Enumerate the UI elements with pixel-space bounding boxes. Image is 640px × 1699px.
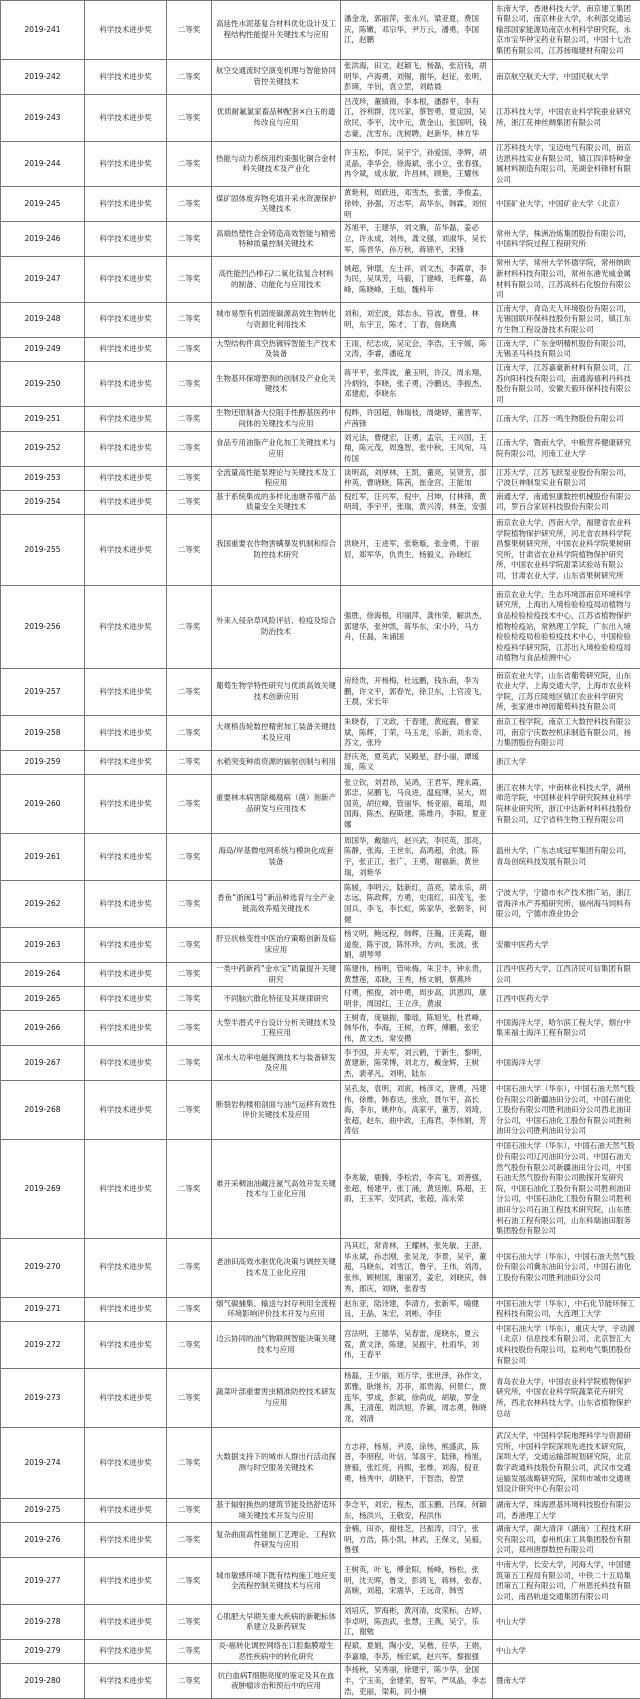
table-row [1,222,640,257]
main-contributors: 陈建伟，杨明，管咏梅，朱卫丰，钟永贵，黄慧莲，邓晓，王秀，杨文娟，蔡燕珍 [341,963,493,987]
table-row [1,834,640,881]
project-title: 香鱼“浙闽1号”新品种选育与全产业链高效养殖关键技术 [212,881,341,928]
table-row [1,987,640,1011]
award-category: 科学技术进步奖 [85,1605,167,1640]
completing-organizations: 武汉大学，中国科学院地理科学与资源研究所，中国科学院深圳先进技术研究院，深圳大学，交通运输部规划研究院，北京数字政通科技股份有限公司，武汉市交通运输发展战略研究院，深圳市城市交通规划设计研究中心有限公司 [493,1427,640,1498]
project-title: 食品专用油脂产业化加工关键技术与应用 [212,431,341,466]
project-title: 大数据支持下的城市人群出行活动探测与时空服务关键技术 [212,1427,341,1498]
award-level: 二等奖 [167,60,212,95]
project-title: 基于系统集成的多样化池塘养殖产品质量安全关键技术 [212,490,341,514]
award-id: 2019-253 [1,466,85,490]
main-contributors: 王树英，叶飞，傅金阳，杨峰，杨松，张明，沈天晖，鲁文，彭鸿飞，蒋林，张春，高婉，刘超，宋震华，王远奇，韩雪 [341,1558,493,1605]
award-id: 2019-252 [1,431,85,466]
award-level: 二等奖 [167,407,212,431]
main-contributors: 刘和，刘宏波，郑志永，符波，曹曼，林明，东宇卫，陈才，丁春，詹晓燕 [341,302,493,337]
award-category: 科学技术进步奖 [85,775,167,834]
completing-organizations: 江西中医药大学 [493,987,640,1011]
table-row [1,302,640,337]
award-id: 2019-271 [1,1297,85,1321]
completing-organizations: 浙江农林大学，中南林业科技大学，湖州师范学院，中国林业科学研究院林业科学院林业研究所，浙江中达新材料科技股份有限公司，辽宁省科生物工程有限公司 [493,775,640,834]
award-level: 二等奖 [167,1605,212,1640]
main-contributors: 李扬秋，吴秀丽，徐建宇，陈少华，金国丰，宁玉美，金建荣，曾军，严凤晶，李志浩，吏丽，梁莉，同小楠 [341,1664,493,1699]
award-level: 二等奖 [167,775,212,834]
table-row [1,775,640,834]
completing-organizations: 中国石油大学（华东），中石化节能环保工程科技有限公司，大连理工大学 [493,1297,640,1321]
main-contributors: 倪晔，许国超，韩瑞枝，周婕婷，董晋军，卢茜锋 [341,407,493,431]
table-row [1,1498,640,1522]
completing-organizations: 江南大学，暨南大学，中粮营养健康研究院有限公司，河南工业大学 [493,431,640,466]
completing-organizations: 中国石油大学（华东），中国石油天然气股份有限公司新疆油田分公司，中国石油化工股份有限公司胜利油田分公司西北油田分公司，中国石油化工股份有限公司胜利油田分公司胜利油田分公司 [493,1081,640,1140]
award-category: 科学技术进步奖 [85,1140,167,1238]
award-category: 科学技术进步奖 [85,668,167,715]
main-contributors: 姚超，钟璟，左士祥，刘文杰，李霞章，李为民，吴凤芳，马毅，丁建峰，毛辉蔓，高峰，陈晓峰，王灿，魏科年 [341,257,493,302]
table-row [1,257,640,302]
award-category: 科学技术进步奖 [85,1081,167,1140]
project-title: 基于辐射换热的建筑节能及热舒适环境关键技术开发与应用 [212,1498,341,1522]
award-level: 二等奖 [167,668,212,715]
project-title: 大规格齿轮数控精密加工装备关键技术及应用 [212,715,341,750]
award-id: 2019-266 [1,1011,85,1046]
project-title: 热能与动力系统用约束强化铜合金材料关键技术及产业化 [212,142,341,187]
award-id: 2019-244 [1,142,85,187]
award-id: 2019-265 [1,987,85,1011]
completing-organizations: 江苏科技大学，中国农业科学院蚕业研究所，浙江花神丝绸集团有限公司 [493,95,640,142]
award-id: 2019-273 [1,1368,85,1427]
project-title: 葡萄生物学特性研究与优质高效关键技术创新应用 [212,668,341,715]
project-title: 高延性水泥基复合材料优化设计及工程结构性能提升关键技术与应用 [212,1,341,60]
main-contributors: 陈媛，李明云，陆新红，苗亮，梁永乐，胡志远，陈政辉，方勇，史雨红，田茂飞，张国兵，李飞，李长虹，陈家华，张朝冬，何健 [341,881,493,928]
main-contributors: 许玉松，李民，吴宇宁，孙爱国，李辉，胡灵晶，李华会，徐海斌，张小立，张春强，冉令斌，成永敏，许昌林，顾艳，王耀伟 [341,142,493,187]
main-contributors: 舒庆尧，夏英武，吴殿星，舒小丽，谭瑗瑗，陈义 [341,750,493,774]
awards-table-body [1,1,640,1699]
award-id: 2019-268 [1,1081,85,1140]
table-row [1,337,640,361]
award-category: 科学技术进步奖 [85,1664,167,1699]
project-title: 优质耐氟氯家畜品种配套×白玉的遗传改良与应用 [212,95,341,142]
award-level: 二等奖 [167,490,212,514]
main-contributors: 周国华，戴瑞兴，赵兴武，李民英，邵亮，陈静，张海，王世东，高鸿超，余波，陈宇，张正江，张广，王勇，谢福新，黄世瑞，刘艳华 [341,834,493,881]
table-row [1,60,640,95]
award-id: 2019-280 [1,1664,85,1699]
award-level: 二等奖 [167,1640,212,1664]
project-title: 外来入侵杂草风险评估、检疫及综合防治技术 [212,585,341,668]
award-category: 科学技术进步奖 [85,222,167,257]
project-title: 复杂曲面高性能制工艺理论、工程软件研发与应用 [212,1523,341,1558]
project-title: 生物基环保增塑剂的创制及产业化关键技术 [212,361,341,406]
project-title: 城市敏感环境下既有结构施工地应变全流程控制关键技术与应用 [212,1558,341,1605]
project-title: 深水大功率电磁探测技术与装备研发及应用 [212,1046,341,1081]
completing-organizations: 南京农业大学，山东省葡萄研究院，山东农业大学，上海交通大学，上海市农业科学院，江苏丘陵地区镇江农业科学研究所，张家港市神园葡萄科技有限公司 [493,668,640,715]
main-contributors: 付勇，熊俊，刘中勇，周步高，洪恩四，康明非，周国红，王立彦，黄淑 [341,987,493,1011]
award-category: 科学技术进步奖 [85,1321,167,1368]
award-category: 科学技术进步奖 [85,987,167,1011]
completing-organizations: 中山大学 [493,1640,640,1664]
main-contributors: 潘金龙，郭丽萍，张永兴，梁亚夏，费国庆，陈嫩，邓宗华，尹万云，潘勇，李国江，赵鹏 [341,1,493,60]
table-row [1,1297,640,1321]
award-level: 二等奖 [167,987,212,1011]
completing-organizations: 青岛农业大学，中国农业科学院植物保护研究所，中国农业科学院蔬菜花卉研究所，西北农林科技大学，山东省植物保护总站 [493,1368,640,1427]
table-row [1,1640,640,1664]
award-id: 2019-275 [1,1498,85,1522]
award-id: 2019-270 [1,1238,85,1297]
award-category: 科学技术进步奖 [85,1046,167,1081]
award-id: 2019-249 [1,337,85,361]
main-contributors: 强胜，徐海根，印丽萍，龚伟荣，解洪杰，郭建华，张仲凯，蒋华东，宋小玲，马方舟，任磊，朱涌国 [341,585,493,668]
award-category: 科学技术进步奖 [85,1558,167,1605]
award-id: 2019-254 [1,490,85,514]
completing-organizations: 江南大学，江苏一鸣生物股份有限公司 [493,407,640,431]
award-level: 二等奖 [167,585,212,668]
completing-organizations: 中山大学 [493,1605,640,1640]
main-contributors: 洪晓月，王进军，张艳璇，张金勇，于丽辰，郑军华，仇贵生，杨毅义，孙晓红 [341,514,493,585]
award-id: 2019-251 [1,407,85,431]
award-category: 科学技术进步奖 [85,1368,167,1427]
main-contributors: 吴孔友，袁明，刘寅，杨彦文，唐勇，冯建伟，徐维，韩春达，张欣，聂尔平，高长海，李东，姚仲东，高家平，董芳，刘琦，张超，赵东，曲中政，王海君，李伟娟，芳涛信 [341,1081,493,1140]
award-category: 科学技术进步奖 [85,1238,167,1297]
main-contributors: 冯其红，常青林，王耀林，张先敏，王湛，毕永斌，孙志刚，张吴龙，李景，吴宇，董超，马晓东，刘雪江，鲁宇，王伟，刘涛，张伟，顾树国，谢丽芳，姜宏，刘晓庆，韩秀，郎庆，刘晓，张春雪 [341,1238,493,1297]
table-row [1,928,640,963]
completing-organizations: 江南大学，青岛天人环境股份有限公司，无锡国联环保科技股份有限公司，镇江东方生物工程设备技术有限公司 [493,302,640,337]
award-id: 2019-246 [1,222,85,257]
award-level: 二等奖 [167,1,212,60]
award-category: 科学技术进步奖 [85,1011,167,1046]
award-level: 二等奖 [167,834,212,881]
main-contributors: 赵东亚，陆诗建，李清方，张新军，喻健良，王晶，朱宏，刘彬，李佳 [341,1297,493,1321]
award-id: 2019-263 [1,928,85,963]
table-row [1,881,640,928]
project-title: 生物还原制备大位阻手性醇基医药中间体的关键技术与应用 [212,407,341,431]
table-row [1,1558,640,1605]
project-title: 水稻突变种质资源的辐射创制与利用 [212,750,341,774]
completing-organizations: 中国海洋大学，哈尔滨工程大学，烟台中集来福士海洋工程有限公司 [493,1011,640,1046]
completing-organizations: 浙江大学 [493,750,640,774]
award-category: 科学技术进步奖 [85,881,167,928]
award-id: 2019-272 [1,1321,85,1368]
main-contributors: 金楠，田亦，谢桂芝，吕振涛，闫宁，张明，方浩，陈小凯，林武，王保文，吴毅，鲁强 [341,1523,493,1558]
completing-organizations: 湖南大学，珠海恩基环境科技股份有限公司，香港理工大学 [493,1498,640,1522]
award-level: 二等奖 [167,1368,212,1427]
completing-organizations: 中国石油大学（华东），中国石油天然气股份有限公司冀东油田分公司，中国石油化工股份有限公司胜利油田分公司 [493,1238,640,1297]
award-category: 科学技术进步奖 [85,963,167,987]
table-row [1,1081,640,1140]
completing-organizations: 江苏科技大学，宝迈电气有限公司，南京达恩科技实业有限公司，镇江四洋特种金属材料制造有限公司，芜湖金科锋材有限公司 [493,142,640,187]
award-category: 科学技术进步奖 [85,1498,167,1522]
main-contributors: 黄艳利，周跃进，邓雪杰，张蕾，李俊孟，徐帅，孙强，万志军，高华东，韩霖，刘恒明 [341,187,493,222]
table-row [1,1011,640,1046]
award-level: 二等奖 [167,1011,212,1046]
main-contributors: 程斌，夏娟，陶小安，吴楷，任华，王娟，李嘉瑜，李苏，杨宏斌，赵兴军，黎振强 [341,1640,493,1664]
table-row [1,1523,640,1558]
award-level: 二等奖 [167,466,212,490]
table-row [1,466,640,490]
table-row [1,1605,640,1640]
main-contributors: 倪红军，汪兴军，倪中，吕坤，付林锋，黄明琦，李宇平，张瑞，黄兴涛，林奎，安强 [341,490,493,514]
award-level: 二等奖 [167,750,212,774]
completing-organizations: 江苏大学，江苏飞跃泵业股份有限公司，宁波巨神制泵实业有限公司 [493,466,640,490]
main-contributors: 刘元法，曹健宏，汪勇，孟宗，王兴国，王翔，陈元茂，周逸智，张中秋，王风宛，马传国 [341,431,493,466]
award-category: 科学技术进步奖 [85,302,167,337]
award-id: 2019-256 [1,585,85,668]
award-category: 科学技术进步奖 [85,715,167,750]
main-contributors: 张洪海，田文，赵颖飞，杨磊，张启钱，胡明华，卢海勇，刘锡，谢华，赵征，张明，彭瑛，羊钊，袁立罡，刘皓晨 [341,60,493,95]
project-title: 边云协同的油气物联网智能决策关键技术与应用 [212,1321,341,1368]
project-title: 炎-癌转化调控网络在口腔黏膜增生恶性疾病中的转化研究 [212,1640,341,1664]
award-id: 2019-260 [1,775,85,834]
project-title: 煤矿固体废弃物充填开采水资源保护关键技术 [212,187,341,222]
award-category: 科学技术进步奖 [85,142,167,187]
project-title: 重要林木病害除褐腐病（菌）剂新产品研发与应用技术 [212,775,341,834]
award-level: 二等奖 [167,337,212,361]
project-title: 大型结构件真空热镀锌智能生产技术及装备 [212,337,341,361]
completing-organizations: 南京农业大学，生态环境部南京环境科学研究所，上海出入境检验检疫局动植物与食品检验检疫技术中心，江苏省植物保护植物检疫站，常熟理工学院，广东出入境检验检疫局检验检疫技术中心，中国检验检疫科学研究院，江苏出入境检验检疫局动植物与食品检测中心 [493,585,640,668]
project-title: 城市易型有机固废碳源高效生物转化与资源化利用技术 [212,302,341,337]
project-title: 断裂岩构楼相剖面与油气运移有效性评价关键技术及应用 [212,1081,341,1140]
award-id: 2019-277 [1,1558,85,1605]
award-category: 科学技术进步奖 [85,1,167,60]
completing-organizations: 江南大学，广东金明精机股份有限公司，无锡圣马科技有限公司 [493,337,640,361]
award-category: 科学技术进步奖 [85,1297,167,1321]
award-level: 二等奖 [167,963,212,987]
table-row [1,1321,640,1368]
completing-organizations: 江南大学，江苏嘉豪新材料有限公司，江苏向阳科技有限公司，南通海禧利丹科技股份有限公司，安徽天毅环保科技有限公司 [493,361,640,406]
award-category: 科学技术进步奖 [85,1523,167,1558]
award-category: 科学技术进步奖 [85,407,167,431]
award-id: 2019-262 [1,881,85,928]
award-category: 科学技术进步奖 [85,1427,167,1498]
completing-organizations: 中国石油大学（华东），中国石油天然气股份有限公司辽河油田分公司，中国石油天然气股份有限公司新疆油田分公司，中国石油天然气股份有限公司勘探开发研究院，中国石油化工股份有限公司胜利油田分公司，中国石油化工股份有限公司胜利油田分公司石油工程技术研究院，山东胜利石油工程有限公司，山东科瑞油田服务集团股份有限公司 [493,1140,640,1238]
table-row [1,750,640,774]
award-category: 科学技术进步奖 [85,834,167,881]
award-category: 科学技术进步奖 [85,585,167,668]
award-category: 科学技术进步奖 [85,95,167,142]
completing-organizations: 宁波大学，宁德市水产技术推广站，浙江省海洋水产养殖研究所，福州海马饲料有限公司，宁德市渔业协会 [493,881,640,928]
main-contributors: 王树青，庞福振，滕瑶，陈旭光，杜君峰，韩华伟，李海，王树，方辉，傅鹏，张宏伟，黄文杰，常安攒 [341,1011,493,1046]
award-level: 二等奖 [167,1523,212,1558]
table-row [1,1046,640,1081]
award-category: 科学技术进步奖 [85,431,167,466]
completing-organizations: 中南大学，长安大学，河海大学，中国建筑第五工程局有限公司，中铁二十五局集团第五工程有限公司，广州恩托科技有限公司，南昌轨道交通集团有限公司 [493,1558,640,1605]
award-level: 二等奖 [167,1558,212,1605]
main-contributors: 李念平，刘宏，程杰，邵玉鹏，吕琛，何颖东，杨洪兴，王敬安，程洪伟 [341,1498,493,1522]
award-level: 二等奖 [167,881,212,928]
project-title: 我国重要农作物害螨暴发机制和综合防控技术研究 [212,514,341,585]
project-title: 一类中药新药“金水宝”质量提升关键研究 [212,963,341,987]
completing-organizations: 暨南大学 [493,1664,640,1699]
main-contributors: 朱晓春，丁文政，于春建，黄庭震，曹家斌，陈辉，丁荣，马玉龙，乐新，刘永奇，苏文，张玲 [341,715,493,750]
award-id: 2019-258 [1,715,85,750]
award-level: 二等奖 [167,431,212,466]
award-level: 二等奖 [167,928,212,963]
award-category: 科学技术进步奖 [85,466,167,490]
main-contributors: 宫法明，王德华，吴春雷，庞晓东，夏云霓，黄文泽，陈建，吴振宇，杜雨华，刘伟，王春平 [341,1321,493,1368]
table-row [1,187,640,222]
main-contributors: 王雨，纪志成，吴定会，李浩，王宇媛，陈文涛，李睿，潘庭龙 [341,337,493,361]
award-category: 科学技术进步奖 [85,257,167,302]
award-id: 2019-276 [1,1523,85,1558]
award-category: 科学技术进步奖 [85,490,167,514]
table-row [1,585,640,668]
award-id: 2019-269 [1,1140,85,1238]
table-row [1,407,640,431]
main-contributors: 吕茂珍，董镇锦，李本根，潘群平，李有江，谷利群，沈兴家，蔡智勇，夏定国，吴欣民，李平，沈中元，黄金山，张国明，钱志豪，沈雪东，沈树聘，赵新华，林方华 [341,95,493,142]
project-title: 老油田高效水驱优化决策与调控关键技术及工业化应用 [212,1238,341,1297]
award-category: 科学技术进步奖 [85,337,167,361]
award-id: 2019-255 [1,514,85,585]
table-row [1,490,640,514]
completing-organizations: 南京航空航天大学，中国民航大学 [493,60,640,95]
table-row [1,361,640,406]
award-category: 科学技术进步奖 [85,361,167,406]
completing-organizations: 东南大学，香港科技大学，南京建工集团有限公司，南京林业大学，水利部交通运输部国家能源局南京水利科学研究院，永京市宝华钟宝药业有限公司，中国十七冶集团有限公司，江苏扬瑞建材有限公司 [493,1,640,60]
project-title: 肝豆状核变性中医治疗策略创新及临床应用 [212,928,341,963]
award-level: 二等奖 [167,142,212,187]
project-title: 难开采稠油油藏注氮气高效开发关键技术与工业化应用 [212,1140,341,1238]
main-contributors: 方志祥，杨易，尹凌，涂伟，熊盛武，陈普，李朋程，叶信，邹喜宇，陆锋，杨旭，唐毅，张红亮，肖熙，张维，刘海，倪亚勇，杨秀中，胡晓平，于智浩，曾罡 [341,1427,493,1498]
table-row [1,1140,640,1238]
completing-organizations: 常州大学，株洲冶炼集团股份有限公司，中国科学院过程工程研究所 [493,222,640,257]
award-id: 2019-245 [1,187,85,222]
award-id: 2019-279 [1,1640,85,1664]
completing-organizations: 温州大学，广东志成冠军集团有限公司，青岛创统科技发展有限公司 [493,834,640,881]
completing-organizations: 常州大学，常州大学怀德学院，常州纳欧新材料科技有限公司，常州东港光威金属材料有限公司，江苏高科石化股份有限公司 [493,257,640,302]
award-level: 二等奖 [167,1664,212,1699]
award-id: 2019-250 [1,361,85,406]
completing-organizations: 中国石油大学（华东），重庆大学，宇动源（北京）信息技术有限公司，北京智汇大成科技股份有限公司，监利电气集团股份有限公司 [493,1321,640,1368]
award-id: 2019-248 [1,302,85,337]
table-row [1,514,640,585]
table-row [1,1664,640,1699]
award-level: 二等奖 [167,1498,212,1522]
completing-organizations: 江西中医药大学，江西济民可信集团有限公司 [493,963,640,987]
project-title: 心肌肥大早期关重大疾病的新靶标体系建立及新药研发 [212,1605,341,1640]
award-id: 2019-267 [1,1046,85,1081]
award-level: 二等奖 [167,302,212,337]
award-id: 2019-261 [1,834,85,881]
main-contributors: 房经贵，开杨梅，杜远鹏，钱东南，李为鹏，许文平，郭春光，徐卫东，上官凌飞，王晨，宋长年 [341,668,493,715]
award-id: 2019-264 [1,963,85,987]
award-category: 科学技术进步奖 [85,187,167,222]
main-contributors: 李予国，开夫军，刘云鹤，于新生，黎明，黄建新，陈荣博，刘北方，戴金辉，王树杰，裴孝凡，刘明，陆东 [341,1046,493,1081]
award-level: 二等奖 [167,361,212,406]
main-contributors: 苏旭平，王建华，刘文腾，苗华磊，姜必立，许永成，刘伟，龚文强，刘淑华，吴长军，陈晋华，孙万秋，蒋锦平，宋锋 [341,222,493,257]
project-title: 蔬菜叶部重要害虫精准防控技术研发与应用 [212,1368,341,1427]
table-row [1,142,640,187]
award-level: 二等奖 [167,1238,212,1297]
completing-organizations: 南京工程学院，南京工大数控科技有限公司，南京宁庆数控机床制造有限公司，扬力集团股份有限公司 [493,715,640,750]
project-title: 海岛/岸基微电网系统与模块化成套装备 [212,834,341,881]
main-contributors: 李兆敏，鹿腾，李松岩，李宾飞，刘善强，张超，杨建平，张丁涌，黄廷刚，陈超，王雨，王玉军，安同武，张超，高永荣 [341,1140,493,1238]
award-category: 科学技术进步奖 [85,60,167,95]
project-title: 抗白血病T细胞亮度的鉴定及其在血液肿瘤诊治和预后中的应用 [212,1664,341,1699]
completing-organizations: 南通大学，南通恒康数控机械股份有限公司，罗百合家居科技股份有限公司 [493,490,640,514]
award-level: 二等奖 [167,1297,212,1321]
completing-organizations: 安徽中医药大学 [493,928,640,963]
main-contributors: 张立钦，刘君昂，吴鸿，王君军，理永霞，郭忠，吴鹏飞，马良进，温庭博，吴大，周国英，胡位峰，管丽华，杨亚丽，葛瑶，周国海，陈杰，程斯建，陈维丹，李阳，夏亚娜 [341,775,493,834]
award-level: 二等奖 [167,1081,212,1140]
award-id: 2019-241 [1,1,85,60]
project-title: 高端热塑性合金铸造高效智能与精密特种质量控制关键技术 [212,222,341,257]
award-level: 二等奖 [167,187,212,222]
project-title: 高性能凹凸棒石/二氧化钛复合材料的制备、功能化与应用技术 [212,257,341,302]
award-level: 二等奖 [167,514,212,585]
main-contributors: 蒋平平，张萍波，董玉明，许汉，周永翔，冷炳钧，李晓，张子勇，冷鹏达，李振杰，邓建彪，李晓东 [341,361,493,406]
award-id: 2019-257 [1,668,85,715]
project-title: 大型半潜式平台设计分析关键技术及工程应用 [212,1011,341,1046]
award-id: 2019-274 [1,1427,85,1498]
project-title: 全流量高性能泵理论与关键技术及工程应用 [212,466,341,490]
completing-organizations: 中国海洋大学 [493,1046,640,1081]
table-row [1,1427,640,1498]
award-level: 二等奖 [167,222,212,257]
award-category: 科学技术进步奖 [85,514,167,585]
award-category: 科学技术进步奖 [85,1640,167,1664]
award-id: 2019-243 [1,95,85,142]
table-row [1,1238,640,1297]
project-title: 不同脑穴散化特征及其规律研究 [212,987,341,1011]
award-level: 二等奖 [167,1046,212,1081]
award-level: 二等奖 [167,1321,212,1368]
project-title: 航空交通流时空演变机理与智能协同管控关键技术 [212,60,341,95]
main-contributors: 刘培庆，罗海彬，黄河清，皮荣标，古婷，李卓明，陈劲武，张慧，王燕，吴宁，乐江，谢勉 [341,1605,493,1640]
project-title: 烟气碳捕集、输送与封存利用全流程环境影响评价技术开发与应用 [212,1297,341,1321]
table-row [1,1368,640,1427]
table-row [1,668,640,715]
award-category: 科学技术进步奖 [85,928,167,963]
award-level: 二等奖 [167,1427,212,1498]
award-id: 2019-247 [1,257,85,302]
main-contributors: 谈明高，刘厚林，王凯，董亮，吴贤芳，邵仲英，曹晓晓，陈茜，崔金宫，王能加 [341,466,493,490]
completing-organizations: 南京农业大学，西南大学，福建省农业科学院植物保护研究所，河北省农林科学院昌黎果树研究所，中国农业科学院果树研究所，甘肃省农业科学院植物保护研究所，中国农业科学院甜菜试验站有限公司，甘肃农业大学，山东省果树研究所 [493,514,640,585]
completing-organizations: 中国矿业大学，中国矿业大学（北京） [493,187,640,222]
award-level: 二等奖 [167,715,212,750]
award-id: 2019-259 [1,750,85,774]
table-row [1,431,640,466]
table-row [1,963,640,987]
main-contributors: 杨磊，王少丽，刘万学，张世泽，孙作文，郭雅，耿继书，苏菲，郑贵海，何景仁，贾连华，罗成，彭斌，徐尚成，胡敏，罗金燕，王清莲，周洪旭，乔颖，周志勇，韩晓龙，刘清 [341,1368,493,1427]
table-row [1,95,640,142]
table-row [1,1,640,60]
award-id: 2019-242 [1,60,85,95]
main-contributors: 杨文明，鲍远程，韩辉，汪瀚，汪美霞，谢道俊，陈宇波，陈怀珍，方向，张波，张娟，胡琴琴 [341,928,493,963]
award-category: 科学技术进步奖 [85,750,167,774]
award-level: 二等奖 [167,95,212,142]
completing-organizations: 湖南大学，湖大清洋（湖南）工程技术研究有限公司，泰州机床工具集团股份有限公司，郑州唐群数控有限公司 [493,1523,640,1558]
award-id: 2019-278 [1,1605,85,1640]
award-level: 二等奖 [167,1140,212,1238]
award-level: 二等奖 [167,257,212,302]
table-row [1,715,640,750]
